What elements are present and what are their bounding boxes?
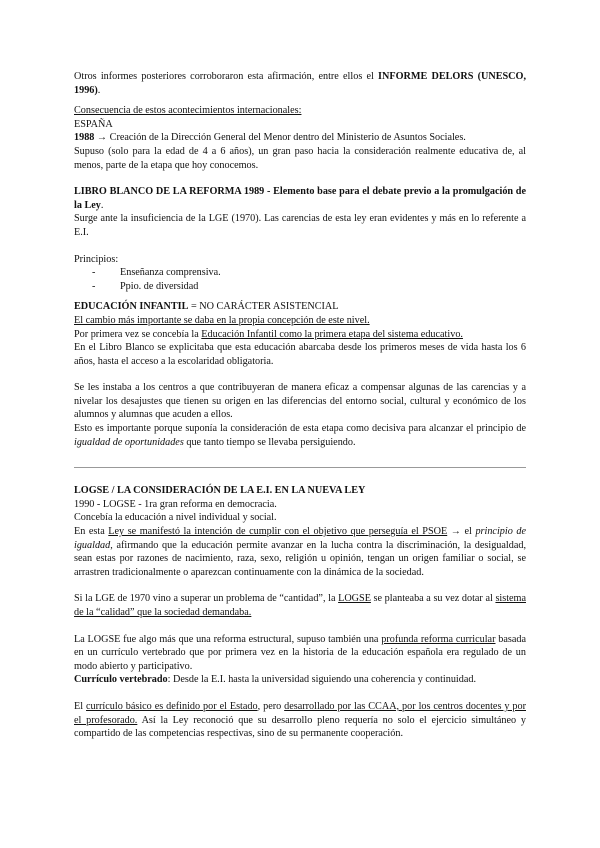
principios-list <box>74 266 526 293</box>
logse-line-6: Currículo vertebrado: Desde la E.I. hasta la universidad siguiendo una coherencia y continuidad. <box>74 674 477 686</box>
supuso-paragraph: Supuso (solo para la edad de 4 a 6 años), un gran paso hacia la consideración realmente educativa de, al menos, parte de la etapa que hoy conocemos. <box>74 145 526 171</box>
list-item: - Ppio. de diversidad <box>104 280 526 294</box>
consequence-heading: Consecuencia de estos acontecimientos internacionales: <box>74 105 302 117</box>
infantil-line-5: Esto es importante porque suponía la consideración de esta etapa como decisiva para alcanzar el principio de igualdad de oportunidades que tanto tiempo se llevaba persiguiendo. <box>74 423 526 448</box>
infantil-title: EDUCACIÓN INFANTIL = NO CARÁCTER ASISTENCIAL <box>74 301 339 313</box>
infantil-line-1: El cambio más importante se daba en la propia concepción de este nivel. <box>74 314 370 326</box>
logse-line-2: Concebía la educación a nivel individual y social. <box>74 512 277 524</box>
libro-blanco-title: LIBRO BLANCO DE LA REFORMA 1989 - Elemento base para el debate previo a la promulgación de la Ley. <box>74 186 526 211</box>
infantil-line-4: Se les instaba a los centros a que contribuyeran de manera eficaz a compensar algunas de las carencias y a nivelar los desajustes que tienen su origen en las diferencias del entorno social, cultural y económico de los alumnos y alumnas que acuden a ellos. <box>74 382 526 421</box>
section-divider <box>74 467 526 468</box>
year-1988-line: 1988 → Creación de la Dirección General del Menor dentro del Ministerio de Asuntos Sociales. <box>74 132 466 144</box>
logse-line-7: El currículo básico es definido por el Estado, pero desarrollado por las CCAA, por los centros docentes y por el profesorado. Así la Ley reconoció que su desarrollo pleno requería no solo el ejercicio simultáneo y compartido de las competencias respectivas, sino de su permanente cooperación. <box>74 700 526 740</box>
infantil-line-3: En el Libro Blanco se explicitaba que esta educación abarcaba desde los primeros meses de vida hasta los 6 años, hasta el acceso a la escolaridad obligatoria. <box>74 342 526 367</box>
paragraph-delors: Otros informes posteriores corroboraron esta afirmación, entre ellos el INFORME DELORS (UNESCO, 1996). <box>74 71 526 96</box>
surge-paragraph: Surge ante la insuficiencia de la LGE (1970). Las carencias de esta ley eran evidentes y más en lo referente a E.I. <box>74 213 526 238</box>
logse-line-5: La LOGSE fue algo más que una reforma estructural, supuso también una profunda reforma curricular basada en un currículo vertebrado que por primera vez en la historia de la educación española era regulado de un modo abierto y participativo. <box>74 633 527 672</box>
document-page <box>74 70 526 741</box>
logse-line-3: En esta Ley se manifestó la intención de cumplir con el objetivo que perseguía el PSOE → el principio de igualdad, afirmando que la educación permite avanzar en la lucha contra la discriminación, la desigualdad, sean estas por razones de nacimiento, raza, sexo, religión u opinión, tengan un origen familiar o social, se arrastren tradicionalmente o aparezcan continuamente con la dinámica de la sociedad. <box>74 526 526 578</box>
logse-title: LOGSE / LA CONSIDERACIÓN DE LA E.I. EN LA NUEVA LEY <box>74 485 366 497</box>
principios-label: Principios: <box>74 253 119 265</box>
list-item: - Enseñanza comprensiva. <box>104 266 526 280</box>
logse-line-1: 1990 - LOGSE - 1ra gran reforma en democracia. <box>74 498 277 510</box>
country-label: ESPAÑA <box>74 118 113 130</box>
infantil-line-2: Por primera vez se concebía la Educación Infantil como la primera etapa del sistema educativo. <box>74 328 463 340</box>
logse-line-4: Si la LGE de 1970 vino a superar un problema de “cantidad”, la LOGSE se planteaba a su vez dotar al sistema de la “calidad” que la sociedad demandaba. <box>74 593 526 618</box>
